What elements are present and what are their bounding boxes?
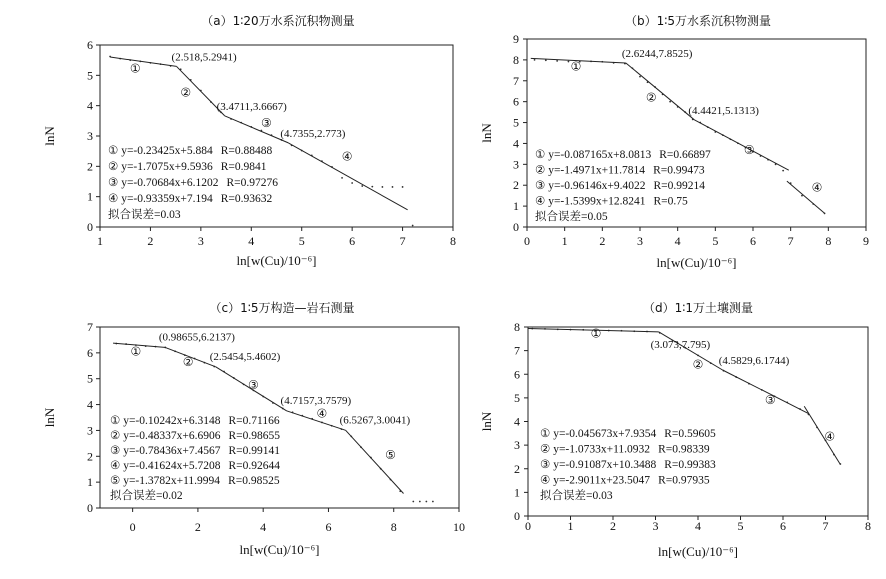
- data-point: [341, 177, 343, 179]
- y-tick-label: 5: [514, 390, 520, 405]
- x-axis-label: ln[w(Cu)/10⁻⁶]: [656, 255, 737, 270]
- fit-line-③: [694, 120, 788, 170]
- fit-equation: ④ y=-0.41624x+5.7208 R=0.92644: [110, 460, 281, 472]
- x-tick-label: 2: [147, 234, 154, 248]
- x-tick-label: 8: [390, 520, 397, 534]
- fit-line-⑤: [346, 430, 404, 493]
- breakpoint-label: (2.5454,5.4602): [209, 350, 281, 363]
- fit-line-①: [110, 57, 176, 66]
- y-tick-label: 2: [513, 178, 519, 193]
- fit-equation: ① y=-0.10242x+6.3148 R=0.71166: [110, 415, 280, 427]
- y-tick-label: 6: [514, 367, 520, 382]
- y-tick-label: 6: [87, 345, 93, 360]
- x-tick-label: 4: [674, 234, 681, 248]
- fit-equation: ① y=-0.045673x+7.9354 R=0.59605: [540, 428, 716, 440]
- x-tick-label: 0: [525, 519, 531, 533]
- data-point: [402, 186, 404, 188]
- x-tick-label: 3: [197, 234, 204, 248]
- x-axis-label: ln[w(Cu)/10⁻⁶]: [658, 544, 738, 559]
- fit-line-③: [225, 116, 289, 143]
- data-point: [351, 182, 353, 184]
- fit-line-②: [659, 332, 723, 370]
- y-tick-label: 8: [514, 320, 520, 334]
- y-tick-label: 0: [87, 220, 93, 234]
- x-tick-label: 2: [610, 519, 616, 533]
- y-tick-label: 1: [513, 199, 519, 214]
- data-point: [669, 101, 671, 103]
- data-point: [556, 60, 558, 62]
- segment-number-label: ①: [590, 326, 602, 341]
- fit-equation: ④ y=-0.93359x+7.194 R=0.93632: [108, 193, 273, 205]
- y-tick-label: 5: [87, 371, 93, 386]
- x-tick-label: 6: [780, 519, 786, 533]
- x-tick-label: 4: [248, 234, 255, 248]
- x-tick-label: 10: [453, 520, 465, 534]
- chart-title: （c）1∶5万构造—岩石测量: [209, 301, 355, 315]
- x-tick-label: 5: [298, 234, 305, 248]
- segment-number-label: ④: [811, 180, 823, 195]
- segment-number-label: ⑤: [385, 447, 396, 462]
- x-tick-label: 3: [652, 519, 659, 533]
- y-tick-label: 9: [513, 32, 519, 46]
- segment-number-label: ②: [645, 90, 657, 105]
- data-point: [392, 186, 394, 188]
- fit-error-label: 拟合误差=0.03: [108, 209, 181, 221]
- x-tick-label: 6: [750, 234, 756, 248]
- segment-number-label: ①: [130, 344, 142, 359]
- chart-panel-d: [479, 300, 871, 559]
- fit-equation: ③ y=-0.70684x+6.1202 R=0.97276: [108, 177, 279, 189]
- y-axis-label: lnN: [479, 411, 494, 432]
- data-point: [534, 59, 536, 61]
- y-tick-label: 3: [87, 423, 93, 438]
- y-tick-label: 6: [513, 94, 519, 109]
- data-point: [419, 501, 421, 503]
- x-tick-label: 5: [712, 234, 719, 248]
- data-point: [371, 186, 373, 188]
- x-tick-label: 2: [194, 520, 201, 534]
- y-tick-label: 4: [87, 98, 93, 113]
- segment-number-label: ②: [180, 85, 192, 100]
- fit-error-label: 拟合误差=0.05: [535, 211, 608, 223]
- data-point: [361, 185, 363, 187]
- breakpoint-label: (2.518,5.2941): [171, 51, 237, 64]
- y-tick-label: 3: [514, 438, 520, 453]
- data-point: [639, 76, 641, 78]
- chart-panel-b: [479, 13, 869, 270]
- y-tick-label: 1: [514, 485, 520, 500]
- x-tick-label: 8: [450, 234, 456, 248]
- fit-equation: ① y=-0.087165x+8.0813 R=0.66897: [535, 149, 711, 161]
- data-point: [568, 61, 570, 63]
- x-tick-label: 6: [325, 520, 332, 534]
- segment-number-label: ③: [743, 142, 755, 157]
- breakpoint-label: (3.073,7.795): [650, 338, 711, 351]
- y-tick-label: 0: [514, 509, 520, 523]
- breakpoint-label: (6.5267,3.0041): [339, 414, 411, 427]
- fit-equation: ② y=-1.7075x+9.5936 R=0.9841: [108, 161, 267, 173]
- y-tick-label: 6: [87, 38, 93, 52]
- chart-panel-a: [42, 13, 456, 268]
- x-tick-label: 9: [863, 234, 869, 248]
- y-tick-label: 2: [87, 159, 93, 174]
- x-axis-label: ln[w(Cu)/10⁻⁶]: [239, 542, 320, 557]
- y-tick-label: 0: [513, 220, 519, 234]
- y-tick-label: 7: [514, 343, 520, 358]
- breakpoint-label: (4.7157,3.7579): [280, 394, 352, 407]
- x-tick-label: 5: [737, 519, 744, 533]
- x-tick-label: 1: [561, 234, 568, 248]
- y-tick-label: 7: [87, 320, 93, 334]
- segment-number-label: ③: [764, 392, 776, 407]
- breakpoint-label: (4.5829,6.1744): [718, 355, 790, 368]
- fit-equation: ④ y=-2.9011x+23.5047 R=0.97935: [540, 474, 710, 487]
- x-axis-label: ln[w(Cu)/10⁻⁶]: [236, 253, 317, 268]
- y-tick-label: 2: [514, 461, 520, 476]
- x-tick-label: 2: [599, 234, 606, 248]
- data-point: [412, 225, 414, 227]
- data-point: [425, 501, 427, 503]
- data-point: [545, 59, 547, 61]
- y-axis-label: lnN: [479, 123, 494, 143]
- y-tick-label: 3: [513, 157, 519, 172]
- y-tick-label: 2: [87, 449, 93, 464]
- fit-line-②: [626, 63, 694, 120]
- segment-number-label: ①: [129, 61, 141, 76]
- x-tick-label: 3: [637, 234, 643, 248]
- x-tick-label: 1: [567, 519, 574, 533]
- x-tick-label: 1: [97, 234, 103, 248]
- fit-equation: ② y=-1.0733x+11.0932 R=0.98339: [540, 443, 710, 456]
- segment-number-label: ④: [316, 406, 328, 421]
- fit-equation: ④ y=-1.5399x+12.8241 R=0.75: [535, 195, 688, 208]
- fit-equation: ① y=-0.23425x+5.884 R=0.88488: [108, 145, 273, 157]
- y-tick-label: 8: [513, 52, 519, 67]
- x-tick-label: 0: [524, 234, 530, 248]
- data-point: [412, 501, 414, 503]
- breakpoint-label: (4.7355,2.773): [280, 127, 346, 140]
- fit-equation: ② y=-1.4971x+11.7814 R=0.99473: [535, 164, 705, 177]
- x-tick-label: 6: [349, 234, 356, 248]
- breakpoint-label: (3.4711,3.6667): [216, 100, 287, 113]
- fit-error-label: 拟合误差=0.02: [110, 490, 183, 502]
- y-axis-label: lnN: [42, 407, 57, 428]
- segment-number-label: ④: [341, 149, 353, 164]
- y-tick-label: 4: [513, 136, 519, 151]
- x-tick-label: 7: [787, 234, 794, 248]
- breakpoint-label: (2.6244,7.8525): [621, 47, 693, 60]
- chart-title: （a）1∶20万水系沉积物测量: [201, 14, 355, 28]
- segment-number-label: ②: [692, 357, 704, 372]
- fit-equation: ② y=-0.48337x+6.6906 R=0.98655: [110, 430, 281, 442]
- segment-number-label: ③: [248, 378, 259, 393]
- breakpoint-label: (0.98655,6.2137): [158, 331, 235, 344]
- x-tick-label: 8: [825, 234, 832, 248]
- y-tick-label: 3: [87, 129, 93, 143]
- data-point: [382, 186, 384, 188]
- y-axis-label: lnN: [42, 126, 57, 146]
- x-tick-label: 8: [865, 519, 871, 533]
- y-tick-label: 7: [513, 73, 519, 88]
- y-tick-label: 5: [87, 68, 93, 83]
- y-tick-label: 5: [513, 115, 519, 130]
- segment-number-label: ②: [182, 354, 194, 369]
- segment-number-label: ③: [261, 115, 272, 130]
- fit-equation: ③ y=-0.96146x+9.4022 R=0.99214: [535, 180, 706, 192]
- x-tick-label: 0: [129, 520, 136, 534]
- fit-equation: ③ y=-0.78436x+7.4567 R=0.99141: [110, 445, 281, 457]
- chart-panel-c: [42, 300, 465, 557]
- x-tick-label: 7: [399, 234, 406, 248]
- y-tick-label: 4: [514, 414, 520, 429]
- chart-title: （d）1∶1万土壤测量: [642, 301, 754, 315]
- data-point: [782, 170, 784, 172]
- x-tick-label: 4: [695, 519, 701, 533]
- fit-equation: ③ y=-0.91087x+10.3488 R=0.99383: [540, 459, 716, 471]
- y-tick-label: 1: [87, 189, 93, 204]
- fit-error-label: 拟合误差=0.03: [540, 490, 613, 502]
- segment-number-label: ①: [570, 59, 582, 74]
- data-point: [432, 501, 434, 503]
- fit-equation: ⑤ y=-1.3782x+11.9994 R=0.98525: [110, 475, 280, 487]
- breakpoint-label: (4.4421,5.1313): [688, 104, 759, 117]
- x-tick-label: 4: [260, 520, 267, 534]
- y-tick-label: 0: [87, 501, 93, 515]
- y-tick-label: 1: [87, 475, 93, 490]
- segment-number-label: ④: [824, 429, 836, 444]
- x-tick-label: 7: [822, 519, 829, 533]
- y-tick-label: 4: [87, 397, 93, 412]
- chart-title: （b）1∶5万水系沉积物测量: [624, 14, 772, 28]
